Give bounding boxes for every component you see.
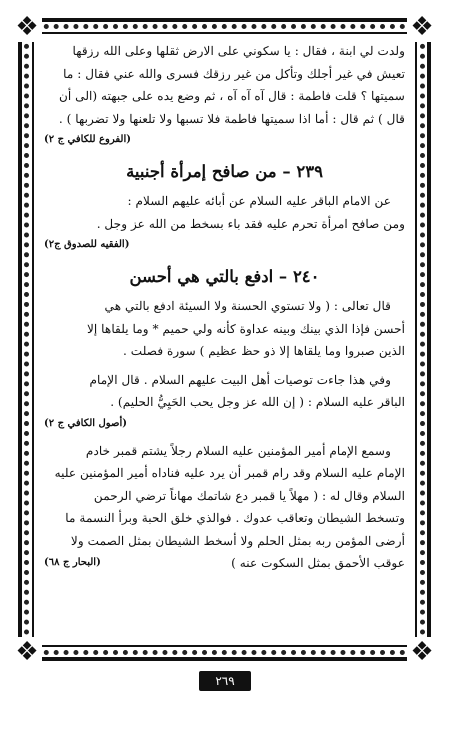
text-line: السلام وقال له : ( مهلاً يا قمبر دع شاتمك مهاناً ترضي الرحمن [93,488,405,503]
text-line: قال تعالى : ( ولا تستوي الحسنة ولا السيئة ادفع بالتي هي [104,299,391,313]
corner-ornament-icon: ❖ [12,637,42,667]
text-line: سميتها ؟ قلت فاطمة : قال آه آه آه ، ثم وضع يده على جبهته (الى أن [58,89,405,103]
corner-ornament-icon: ❖ [12,12,42,42]
section-heading: ٢٣٩ – من صافح إمرأة أجنبية [126,162,323,181]
source-citation: (الفروع للكافي ج ٢) [44,134,131,145]
text-line: ومن صافح امرأة تحرم عليه فقد باء بسخط من الله عز وجل . [96,216,405,231]
page-number: ٢٦٩ [199,671,251,691]
source-citation: (أصول الكافي ج ٢) [44,417,127,429]
text-line: وسمع الإمام أمير المؤمنين عليه السلام رجلاً يشتم قمبر خادم [85,443,391,458]
section-heading: ٢٤٠ – ادفع بالتي هي أحسن [129,267,320,286]
text-line: قال ) ثم قال : أما اذا سميتها فاطمة فلا تسبها ولا تلعنها ولا تضربها ) . [58,111,405,126]
text-line: وتسخط الشيطان وتعاقب عدوك . فوالذي خلق الحبة وبرأ النسمة ما [65,511,405,525]
text-line: عن الامام الباقر عليه السلام عن أبائه عليهم السلام : [127,194,391,208]
text-line [44,552,405,575]
text-line: ولدت لي ابنة ، فقال : يا سكوني على الارض ثقلها وعلى الله رزقها [72,44,405,58]
text-line: تعيش في غير أجلك وتأكل من غير رزقك فسرى والله عني فقال : ما [63,66,405,81]
text-line-segment: عوقب الأحمق بمثل السكوت عنه ) [231,556,405,570]
text-line: وفي هذا جاءت توصيات أهل البيت عليهم السلام . قال الإمام [89,372,391,387]
source-citation: (الفقيه للصدوق ج٢) [44,239,130,250]
text-line: الباقر عليه السلام : ( إن الله عز وجل يحب الحَيِيُّ الحليم) . [110,395,405,409]
text-line: أحسن فإذا الذي بينك وبينه عداوة كأنه ولي حميم * وما يلقاها إلا [86,321,405,336]
corner-ornament-icon: ❖ [407,637,437,667]
source-citation: (البحار ج ٦٨) [44,557,101,568]
corner-ornament-icon: ❖ [407,12,437,42]
text-line: الذين صبروا وما يلقاها إلا ذو حظ عظيم ) سورة فصلت . [123,344,405,358]
page-content [44,40,405,640]
text-line: الإمام عليه السلام وقد رام قمبر أن يرد عليه فناداه أمير المؤمنين عليه [54,466,405,480]
text-line: أرضى المؤمن ربه بمثل الحلم ولا أسخط الشيطان بمثل الصمت ولا [70,533,405,548]
